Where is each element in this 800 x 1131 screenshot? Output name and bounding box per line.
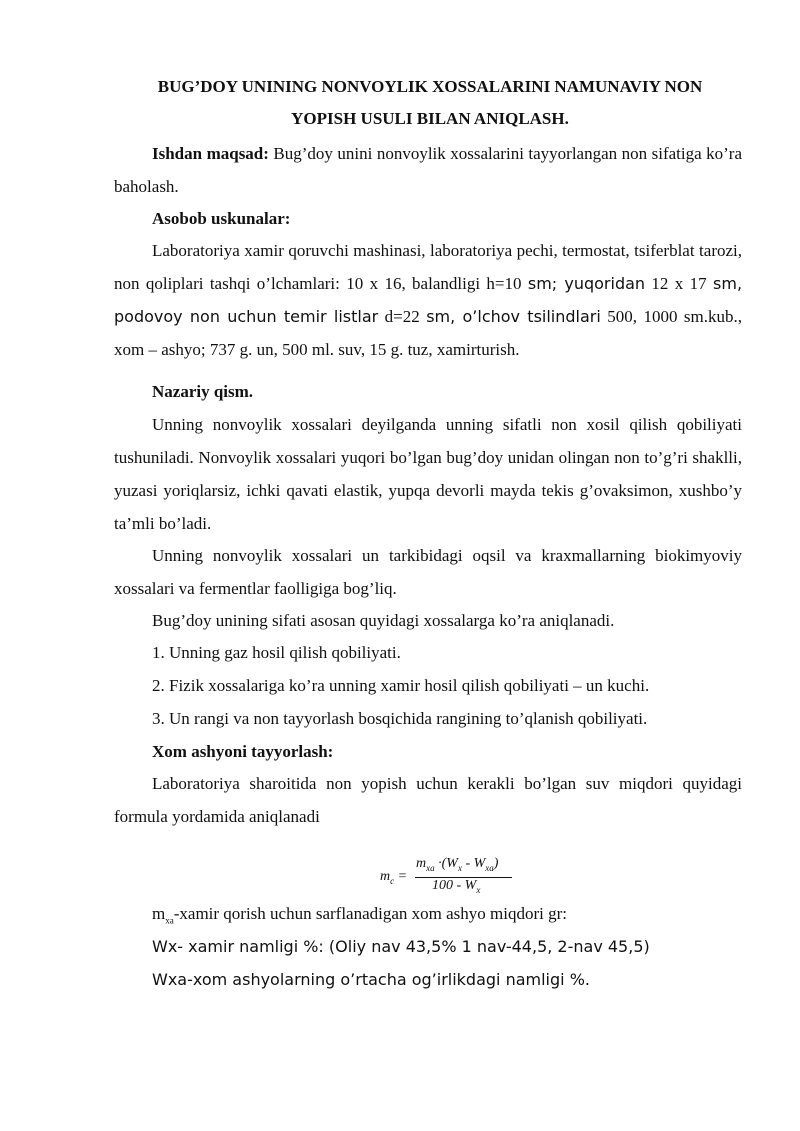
definition-wx: Wx- xamir namligi %: (Oliy nav 43,5% 1 nav-44,5, 2-nav 45,5)	[152, 937, 650, 956]
aim-label: Ishdan maqsad:	[152, 144, 269, 163]
aim-paragraph	[114, 137, 742, 203]
theory-paragraph-3: Bug’doy unining sifati asosan quyidagi xossalarga ko’ra aniqlanadi.	[152, 611, 615, 630]
def-mxa-symbol: m	[152, 904, 166, 923]
formula-num-wx-sub: x	[457, 862, 462, 873]
formula-lhs	[380, 869, 407, 886]
formula-num-minus: - W	[461, 856, 486, 871]
equipment-text-6: sm, o’lchov tsilindlari	[426, 307, 601, 326]
formula-equals: =	[394, 869, 408, 884]
title-line-1: BUG’DOY UNINING NONVOYLIK XOSSALARINI NAMUNAVIY NON	[157, 77, 703, 96]
equipment-heading: Asobob uskunalar:	[152, 209, 291, 228]
prep-heading: Xom ashyoni tayyorlash:	[152, 742, 334, 761]
document-title	[110, 71, 750, 135]
equipment-paragraph	[114, 234, 742, 366]
theory-paragraph-2: Unning nonvoylik xossalari un tarkibidagi oqsil va kraxmallarning biokimyoviy xossalari va fermentlar faolligiga bog’liq.	[114, 546, 742, 598]
equipment-text-4: sm, podovoy non uchun temir listlar	[114, 274, 743, 326]
formula-denominator	[432, 878, 480, 895]
aim-text: Bug’doy unini nonvoylik xossalarini tayyorlangan non sifatiga ko’ra baholash.	[114, 144, 742, 196]
equipment-text-3: 12 x 17	[645, 274, 714, 293]
formula-numerator	[416, 856, 498, 873]
formula-den-text: 100 - W	[432, 878, 477, 893]
prep-paragraph: Laboratoriya sharoitida non yopish uchun kerakli bo’lgan suv miqdori quyidagi formula yordamida aniqlanadi	[114, 774, 742, 826]
theory-paragraph-1: Unning nonvoylik xossalari deyilganda unning sifatli non xosil qilish qobiliyati tushuniladi. Nonvoylik xossalari yuqori bo’lgan bug’doy unidan olingan non to’g’ri shaklli, yuzasi yoriqlarsiz, ichki qavati elastik, yupqa devorli mayda tekis g’ovaksimon, xushbo’y ta’mli bo’ladi.	[114, 415, 742, 533]
equipment-text-1: Laboratoriya xamir qoruvchi mashinasi, laboratoriya pechi, termostat, tsiferblat tarozi, non qoliplari tashqi o’lchamlari: 10 x 16, balandligi h=10	[114, 241, 742, 293]
theory-heading: Nazariy qism.	[152, 382, 254, 401]
formula-den-sub: x	[476, 884, 481, 895]
equipment-text-2: sm; yuqoridan	[527, 274, 646, 293]
definition-wxa: Wxa-xom ashyolarning o’rtacha og’irlikdagi namligi %.	[152, 970, 590, 989]
list-item: 2. Fizik xossalariga ko’ra unning xamir hosil qilish qobiliyati – un kuchi.	[152, 676, 650, 695]
list-item: 1. Unning gaz hosil qilish qobiliyati.	[152, 643, 401, 662]
formula-num-wxa-sub: xa	[485, 862, 494, 873]
formula-num-close: )	[493, 856, 499, 871]
title-line-2: YOPISH USULI BILAN ANIQLASH.	[291, 109, 569, 128]
list-item: 3. Un rangi va non tayyorlash bosqichida rangining to’qlanish qobiliyati.	[152, 709, 648, 728]
def-mxa-text: -xamir qorish uchun sarflanadigan xom ashyo miqdori gr:	[173, 904, 568, 923]
formula-lhs-sub: c	[390, 875, 395, 886]
formula-num-sub: xa	[426, 862, 435, 873]
def-mxa-sub: xa	[165, 915, 174, 926]
equipment-text-5: d=22	[378, 307, 427, 326]
equipment-text-7: 500, 1000 sm.kub., xom – ashyo; 737 g. un, 500 ml. suv, 15 g. tuz, xamirturish.	[114, 307, 743, 359]
formula-num-mid: ·(W	[434, 856, 458, 871]
formula-num-symbol: m	[416, 856, 427, 871]
formula-lhs-symbol: m	[380, 869, 391, 884]
